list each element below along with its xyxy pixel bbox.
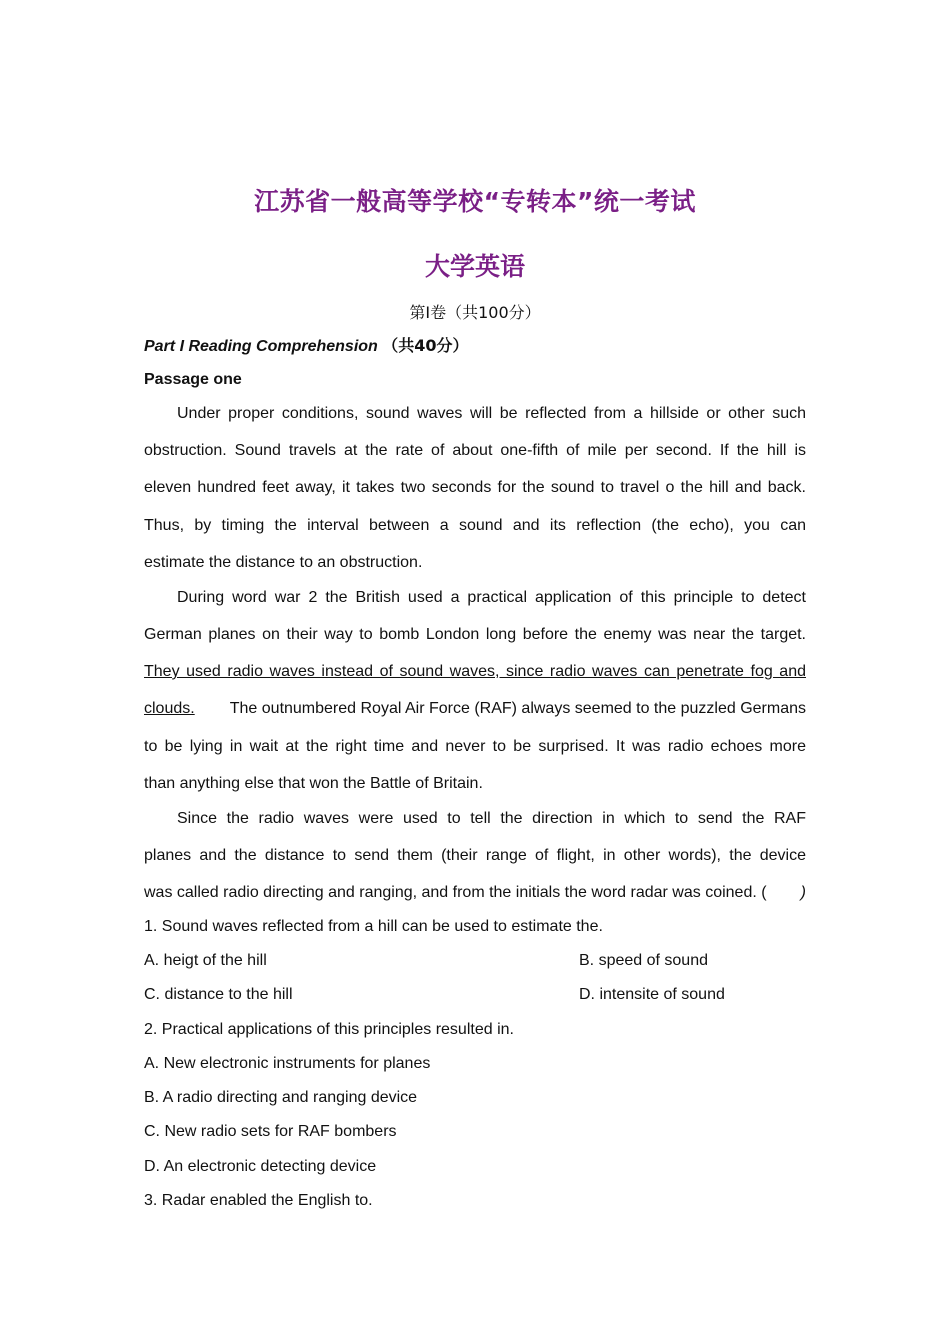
exam-title: 江苏省一般高等学校“专转本”统一考试 [254,187,696,216]
option-b: B. A radio directing and ranging device [144,1089,418,1106]
paragraph-line: obstruction. Sound travels at the rate of about one-fifth of mile per second. If the hill is [144,442,806,459]
passage-title: Passage one [144,371,242,388]
part-points: （共40分） [382,336,469,355]
paragraph-line [144,882,806,904]
option-c: C. distance to the hill [144,986,293,1003]
subject-title: 大学英语 [424,252,525,281]
paragraph-line: Under proper conditions, sound waves will be reflected from a hillside or other such [177,405,806,422]
paragraph-line: estimate the distance to an obstruction. [144,554,423,571]
part-label: Part I Reading Comprehension [144,338,378,355]
question-stem: 1. Sound waves reflected from a hill can be used to estimate the. [144,918,603,935]
underlined-sentence-end: clouds. [144,700,195,717]
option-b: B. speed of sound [579,952,708,969]
paragraph-line: Since the radio waves were used to tell the direction in which to send the RAF [177,810,806,827]
paragraph-line [144,698,806,720]
paragraph-line: eleven hundred feet away, it takes two seconds for the sound to travel o the hill and back. [144,479,806,496]
option-a: A. heigt of the hill [144,952,267,969]
paragraph-line: During word war 2 the British used a practical application of this principle to detect [177,589,806,606]
volume-label: 第Ⅰ卷（共100分） [409,303,541,322]
option-a: A. New electronic instruments for planes [144,1055,431,1072]
part-heading [144,335,806,358]
question-stem: 3. Radar enabled the English to. [144,1192,373,1209]
option-d: D. An electronic detecting device [144,1158,377,1175]
paragraph-line: than anything else that won the Battle of Britain. [144,775,483,792]
paragraph-line-text: was called radio directing and ranging, and from the initials the word radar was coined. ( [144,884,767,901]
option-c: C. New radio sets for RAF bombers [144,1123,397,1140]
paragraph-line: German planes on their way to bomb London long before the enemy was near the target. [144,626,806,643]
paragraph-line-text: The outnumbered Royal Air Force (RAF) always seemed to the puzzled Germans [229,700,806,717]
underlined-sentence-line: They used radio waves instead of sound waves, since radio waves can penetrate fog and [144,663,806,680]
paragraph-line: to be lying in wait at the right time and never to be surprised. It was radio echoes more [144,738,806,755]
question-stem: 2. Practical applications of this principles resulted in. [144,1021,514,1038]
option-d: D. intensite of sound [579,986,725,1003]
paragraph-line: Thus, by timing the interval between a sound and its reflection (the echo), you can [144,517,806,534]
paragraph-line: planes and the distance to send them (their range of flight, in other words), the device [144,847,806,864]
answer-bracket: ) [800,884,806,901]
